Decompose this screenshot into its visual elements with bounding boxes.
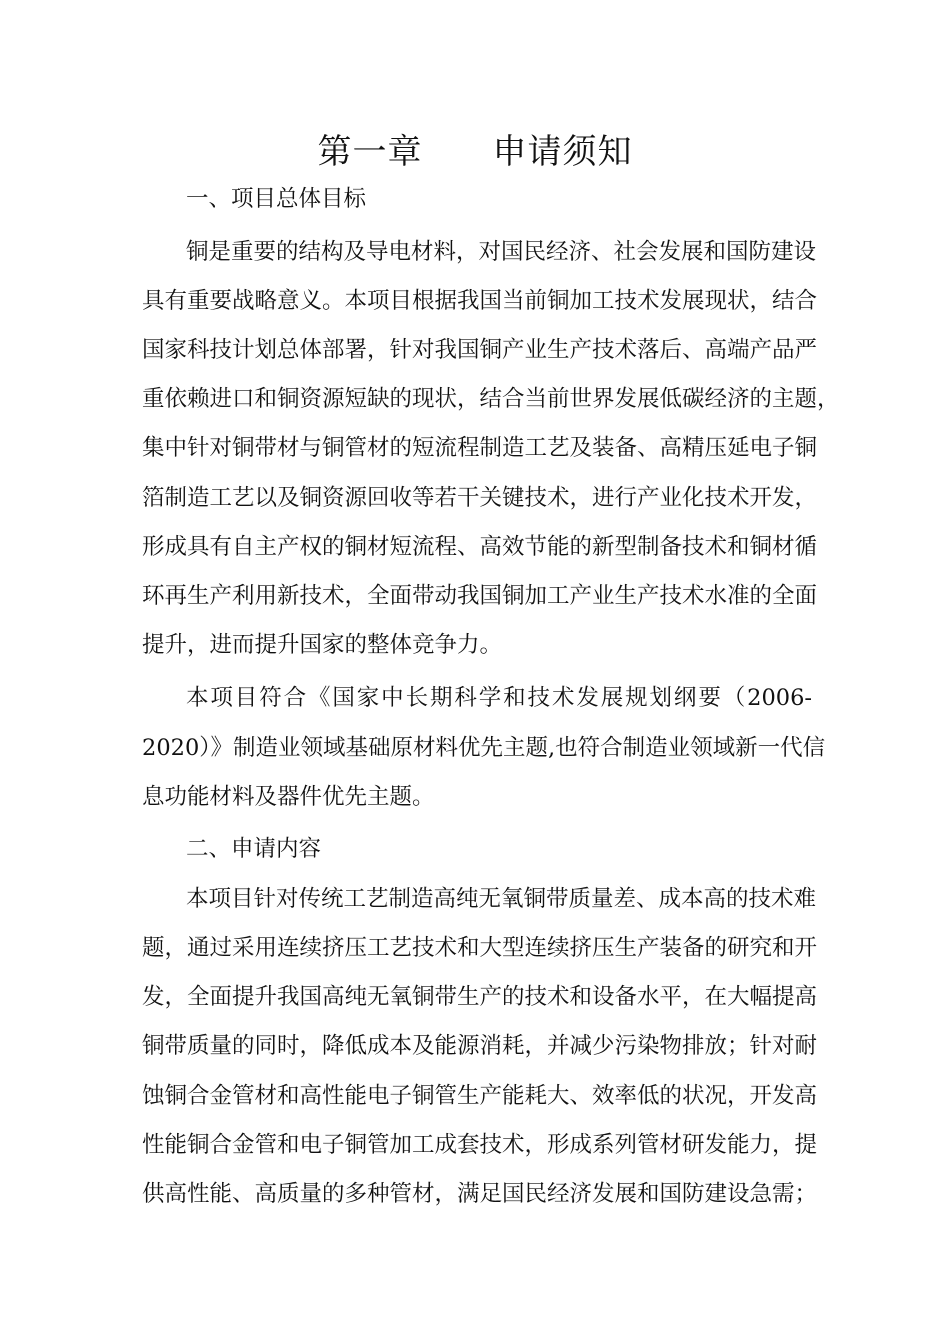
paragraph-line: 铜是重要的结构及导电材料，对国民经济、社会发展和国防建设 — [186, 239, 817, 265]
paragraph-line: 提升，进而提升国家的整体竞争力。 — [142, 632, 503, 658]
paragraph-line: 蚀铜合金管材和高性能电子铜管生产能耗大、效率低的状况，开发高 — [142, 1083, 818, 1109]
paragraph-line: 发，全面提升我国高纯无氧铜带生产的技术和设备水平，在大幅提高 — [142, 984, 818, 1010]
paragraph-line: 铜带质量的同时，降低成本及能源消耗，并减少污染物排放；针对耐 — [142, 1033, 818, 1059]
section-heading: 一、项目总体目标 — [186, 186, 367, 212]
paragraph-line: 国家科技计划总体部署，针对我国铜产业生产技术落后、高端产品严 — [142, 337, 818, 363]
paragraph-line: 集中针对铜带材与铜管材的短流程制造工艺及装备、高精压延电子铜 — [142, 435, 818, 461]
paragraph-line: 2020）》制造业领域基础原材料优先主题,也符合制造业领域新一代信 — [142, 735, 826, 761]
paragraph-line: 环再生产利用新技术，全面带动我国铜加工产业生产技术水准的全面 — [142, 583, 818, 609]
paragraph-line: 本项目符合《国家中长期科学和技术发展规划纲要（2006- — [186, 685, 812, 711]
chapter-title: 第一章 申请须知 — [317, 132, 633, 172]
paragraph-line: 息功能材料及器件优先主题。 — [142, 784, 435, 810]
paragraph-line: 本项目针对传统工艺制造高纯无氧铜带质量差、成本高的技术难 — [186, 886, 817, 912]
paragraph-line: 题，通过采用连续挤压工艺技术和大型连续挤压生产装备的研究和开 — [142, 935, 818, 961]
paragraph-line: 重依赖进口和铜资源短缺的现状，结合当前世界发展低碳经济的主题， — [142, 386, 840, 412]
paragraph-line: 性能铜合金管和电子铜管加工成套技术，形成系列管材研发能力，提 — [142, 1132, 818, 1158]
paragraph-line: 供高性能、高质量的多种管材，满足国民经济发展和国防建设急需； — [142, 1181, 818, 1207]
paragraph-line: 具有重要战略意义。本项目根据我国当前铜加工技术发展现状，结合 — [142, 288, 818, 314]
section-heading: 二、申请内容 — [186, 836, 322, 862]
paragraph-line: 箔制造工艺以及铜资源回收等若干关键技术，进行产业化技术开发， — [142, 485, 818, 511]
paragraph-line: 形成具有自主产权的铜材短流程、高效节能的新型制备技术和铜材循 — [142, 534, 818, 560]
